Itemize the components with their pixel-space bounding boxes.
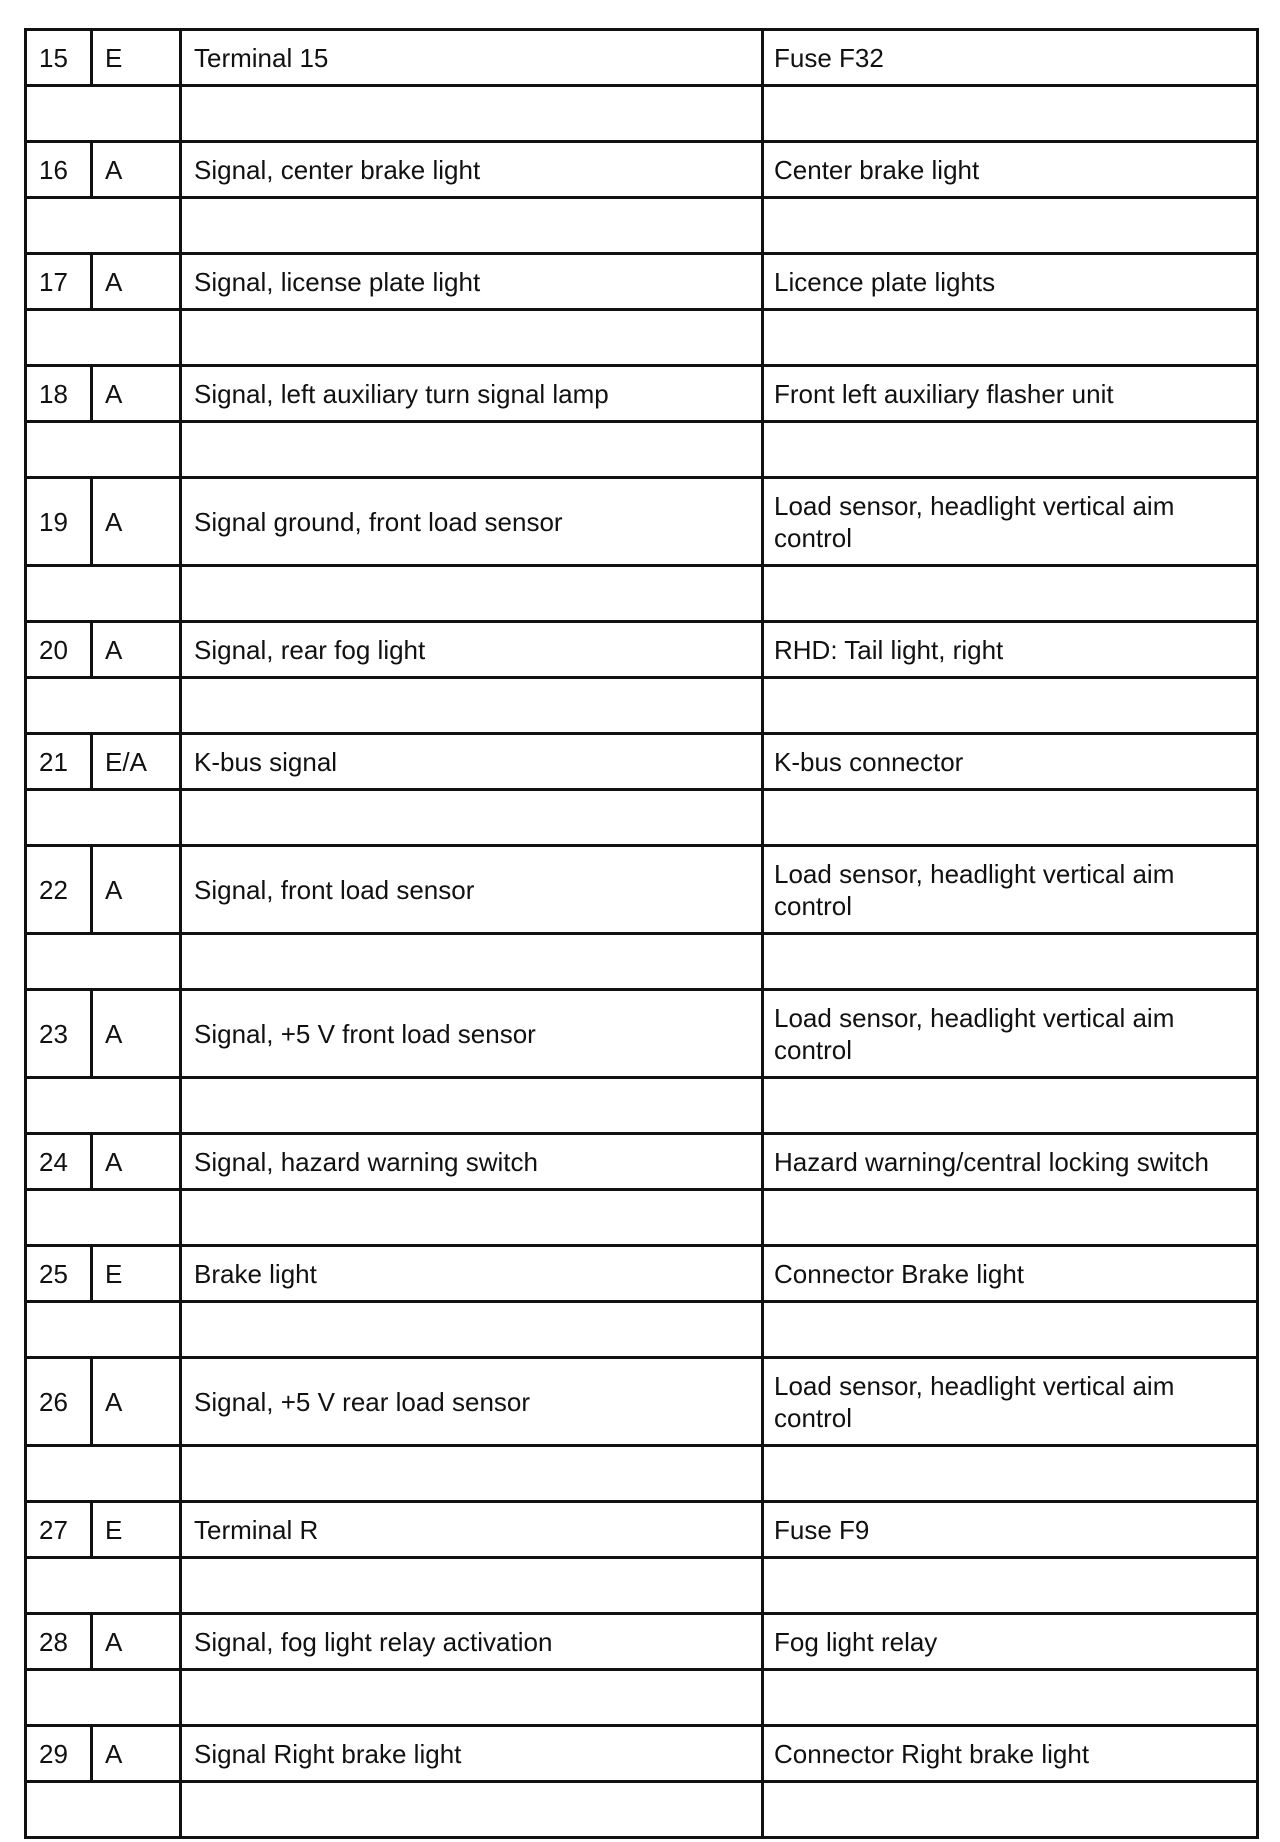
connected-component-cell: Licence plate lights [763, 254, 1258, 310]
empty-cell [181, 310, 763, 366]
signal-type-cell: A [92, 846, 181, 934]
connected-component-cell: Front left auxiliary flasher unit [763, 366, 1258, 422]
empty-cell [26, 1302, 181, 1358]
table-spacer-row [26, 1670, 1258, 1726]
connected-component-cell: Load sensor, headlight vertical aim control [763, 478, 1258, 566]
signal-description-cell: Signal, front load sensor [181, 846, 763, 934]
empty-cell [763, 422, 1258, 478]
connected-component-cell: Load sensor, headlight vertical aim control [763, 846, 1258, 934]
pin-number-cell: 25 [26, 1246, 92, 1302]
empty-cell [181, 1190, 763, 1246]
pin-number-cell: 27 [26, 1502, 92, 1558]
empty-cell [181, 1670, 763, 1726]
empty-cell [763, 1670, 1258, 1726]
table-spacer-row [26, 1190, 1258, 1246]
empty-cell [26, 422, 181, 478]
table-row [26, 1726, 1258, 1782]
empty-cell [181, 1078, 763, 1134]
table-spacer-row [26, 1782, 1258, 1838]
empty-cell [181, 422, 763, 478]
table-spacer-row [26, 1078, 1258, 1134]
table-spacer-row [26, 1302, 1258, 1358]
pin-number-cell: 28 [26, 1614, 92, 1670]
empty-cell [26, 790, 181, 846]
empty-cell [763, 198, 1258, 254]
signal-type-cell: A [92, 1614, 181, 1670]
signal-type-cell: E [92, 1502, 181, 1558]
empty-cell [763, 1078, 1258, 1134]
table-row [26, 142, 1258, 198]
empty-cell [181, 790, 763, 846]
empty-cell [181, 566, 763, 622]
table-spacer-row [26, 1446, 1258, 1502]
table-row [26, 734, 1258, 790]
empty-cell [181, 86, 763, 142]
empty-cell [26, 1782, 181, 1838]
pin-number-cell: 19 [26, 478, 92, 566]
empty-cell [181, 1302, 763, 1358]
empty-cell [763, 1446, 1258, 1502]
empty-cell [26, 198, 181, 254]
pin-number-cell: 15 [26, 30, 92, 86]
empty-cell [181, 678, 763, 734]
empty-cell [763, 1302, 1258, 1358]
pin-number-cell: 29 [26, 1726, 92, 1782]
signal-description-cell: Terminal R [181, 1502, 763, 1558]
table-row [26, 1502, 1258, 1558]
table-row [26, 1614, 1258, 1670]
pin-number-cell: 22 [26, 846, 92, 934]
signal-description-cell: Signal, left auxiliary turn signal lamp [181, 366, 763, 422]
table-spacer-row [26, 566, 1258, 622]
pin-number-cell: 24 [26, 1134, 92, 1190]
empty-cell [26, 1446, 181, 1502]
empty-cell [181, 934, 763, 990]
signal-type-cell: E [92, 30, 181, 86]
table-row [26, 30, 1258, 86]
signal-type-cell: A [92, 254, 181, 310]
signal-description-cell: K-bus signal [181, 734, 763, 790]
table-row [26, 478, 1258, 566]
table-spacer-row [26, 422, 1258, 478]
pin-number-cell: 23 [26, 990, 92, 1078]
table-row [26, 622, 1258, 678]
empty-cell [763, 310, 1258, 366]
signal-type-cell: A [92, 478, 181, 566]
empty-cell [763, 1558, 1258, 1614]
table-spacer-row [26, 86, 1258, 142]
table-spacer-row [26, 678, 1258, 734]
table-row [26, 254, 1258, 310]
connected-component-cell: Fuse F9 [763, 1502, 1258, 1558]
empty-cell [763, 86, 1258, 142]
signal-description-cell: Brake light [181, 1246, 763, 1302]
empty-cell [763, 1782, 1258, 1838]
signal-type-cell: A [92, 366, 181, 422]
signal-type-cell: A [92, 622, 181, 678]
signal-type-cell: A [92, 1358, 181, 1446]
empty-cell [26, 1190, 181, 1246]
pin-assignment-table [24, 28, 1259, 1839]
empty-cell [26, 678, 181, 734]
connected-component-cell: Center brake light [763, 142, 1258, 198]
signal-description-cell: Signal, fog light relay activation [181, 1614, 763, 1670]
empty-cell [26, 86, 181, 142]
empty-cell [763, 1190, 1258, 1246]
signal-type-cell: A [92, 1726, 181, 1782]
signal-description-cell: Signal, +5 V rear load sensor [181, 1358, 763, 1446]
signal-description-cell: Signal Right brake light [181, 1726, 763, 1782]
signal-type-cell: A [92, 1134, 181, 1190]
connected-component-cell: K-bus connector [763, 734, 1258, 790]
table-row [26, 1134, 1258, 1190]
connected-component-cell: Fog light relay [763, 1614, 1258, 1670]
connected-component-cell: Fuse F32 [763, 30, 1258, 86]
connected-component-cell: RHD: Tail light, right [763, 622, 1258, 678]
pin-number-cell: 20 [26, 622, 92, 678]
signal-type-cell: E [92, 1246, 181, 1302]
empty-cell [763, 678, 1258, 734]
pin-table-body [26, 30, 1258, 1838]
connected-component-cell: Load sensor, headlight vertical aim control [763, 1358, 1258, 1446]
table-row [26, 846, 1258, 934]
signal-type-cell: E/A [92, 734, 181, 790]
empty-cell [181, 1558, 763, 1614]
empty-cell [181, 1782, 763, 1838]
empty-cell [763, 790, 1258, 846]
table-spacer-row [26, 934, 1258, 990]
signal-type-cell: A [92, 142, 181, 198]
empty-cell [26, 310, 181, 366]
signal-description-cell: Signal, hazard warning switch [181, 1134, 763, 1190]
signal-description-cell: Signal, license plate light [181, 254, 763, 310]
empty-cell [26, 1558, 181, 1614]
table-row [26, 1358, 1258, 1446]
pin-number-cell: 18 [26, 366, 92, 422]
empty-cell [26, 1078, 181, 1134]
table-spacer-row [26, 790, 1258, 846]
connected-component-cell: Load sensor, headlight vertical aim control [763, 990, 1258, 1078]
connected-component-cell: Connector Brake light [763, 1246, 1258, 1302]
empty-cell [26, 1670, 181, 1726]
empty-cell [763, 566, 1258, 622]
empty-cell [181, 1446, 763, 1502]
signal-type-cell: A [92, 990, 181, 1078]
table-row [26, 366, 1258, 422]
signal-description-cell: Signal, +5 V front load sensor [181, 990, 763, 1078]
pin-number-cell: 26 [26, 1358, 92, 1446]
pin-number-cell: 17 [26, 254, 92, 310]
table-row [26, 1246, 1258, 1302]
table-row [26, 990, 1258, 1078]
table-spacer-row [26, 1558, 1258, 1614]
pin-number-cell: 16 [26, 142, 92, 198]
empty-cell [763, 934, 1258, 990]
connected-component-cell: Connector Right brake light [763, 1726, 1258, 1782]
empty-cell [26, 934, 181, 990]
signal-description-cell: Signal, rear fog light [181, 622, 763, 678]
connected-component-cell: Hazard warning/central locking switch [763, 1134, 1258, 1190]
empty-cell [26, 566, 181, 622]
signal-description-cell: Signal, center brake light [181, 142, 763, 198]
table-spacer-row [26, 310, 1258, 366]
empty-cell [181, 198, 763, 254]
signal-description-cell: Terminal 15 [181, 30, 763, 86]
signal-description-cell: Signal ground, front load sensor [181, 478, 763, 566]
table-spacer-row [26, 198, 1258, 254]
pin-number-cell: 21 [26, 734, 92, 790]
